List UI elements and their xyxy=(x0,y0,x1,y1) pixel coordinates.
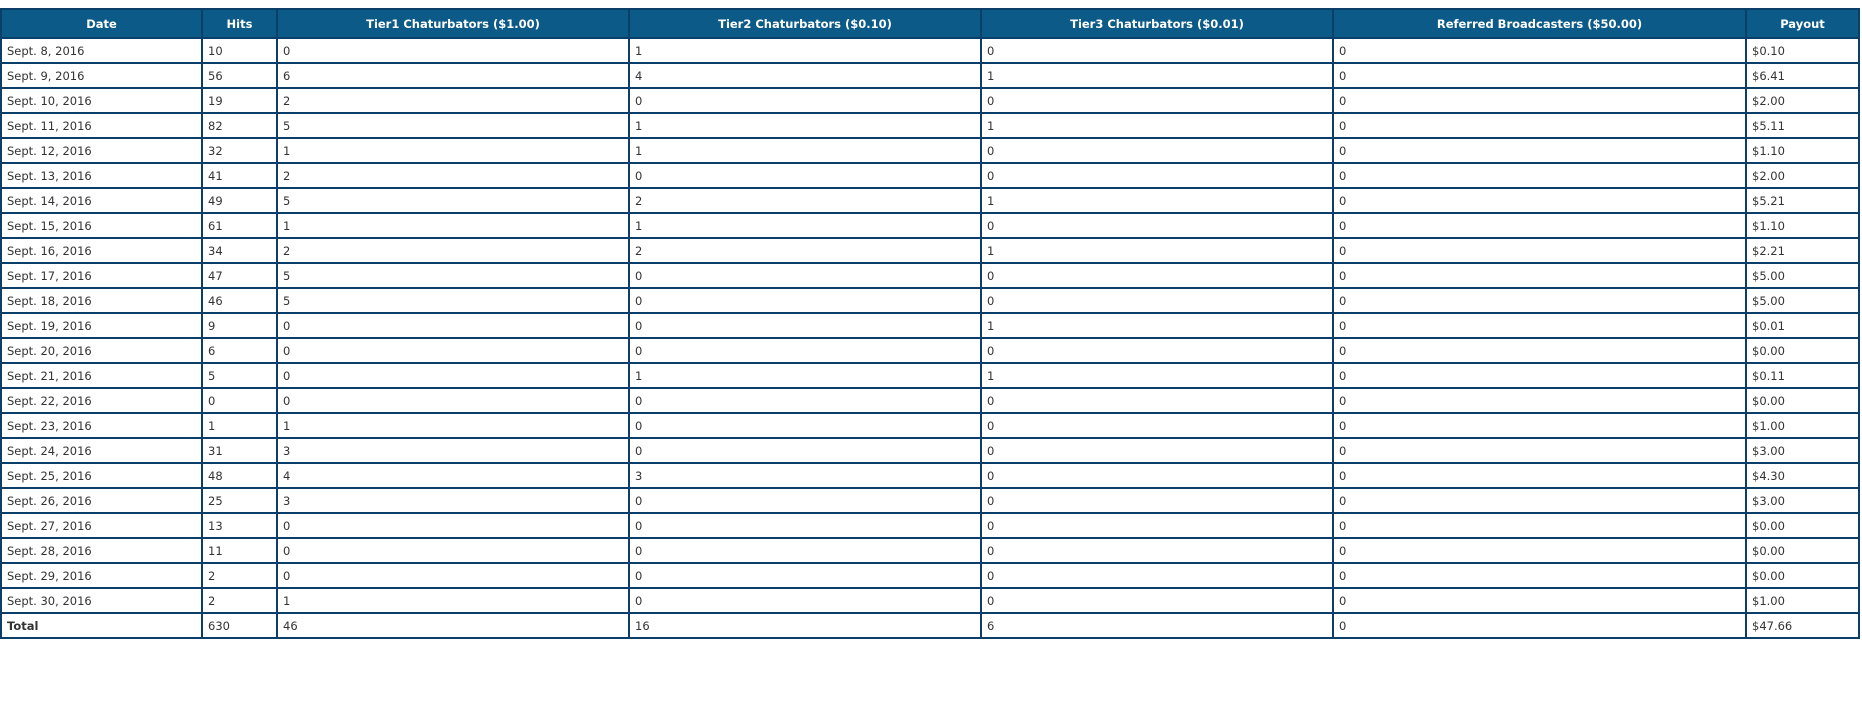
table-row xyxy=(1,363,1859,388)
cell-referred: 0 xyxy=(1333,588,1746,613)
cell-payout: $0.00 xyxy=(1746,538,1859,563)
table-row xyxy=(1,438,1859,463)
cell-date: Sept. 25, 2016 xyxy=(1,463,202,488)
cell-date: Sept. 15, 2016 xyxy=(1,213,202,238)
cell-payout: $6.41 xyxy=(1746,63,1859,88)
cell-payout: $3.00 xyxy=(1746,438,1859,463)
cell-date: Sept. 19, 2016 xyxy=(1,313,202,338)
cell-payout: $47.66 xyxy=(1746,613,1859,638)
cell-tier3: 0 xyxy=(981,513,1333,538)
cell-hits: 13 xyxy=(202,513,277,538)
cell-tier1: 6 xyxy=(277,63,629,88)
cell-date: Sept. 29, 2016 xyxy=(1,563,202,588)
table-row xyxy=(1,463,1859,488)
table-row xyxy=(1,538,1859,563)
table-row xyxy=(1,38,1859,63)
table-body xyxy=(1,38,1859,638)
cell-tier3: 1 xyxy=(981,188,1333,213)
cell-payout: $5.11 xyxy=(1746,113,1859,138)
cell-tier1: 1 xyxy=(277,213,629,238)
table-row xyxy=(1,313,1859,338)
cell-tier2: 0 xyxy=(629,438,981,463)
cell-tier2: 0 xyxy=(629,338,981,363)
cell-payout: $2.21 xyxy=(1746,238,1859,263)
cell-hits: 0 xyxy=(202,388,277,413)
cell-tier2: 1 xyxy=(629,363,981,388)
cell-tier3: 0 xyxy=(981,263,1333,288)
stats-table xyxy=(0,8,1860,639)
cell-payout: $0.01 xyxy=(1746,313,1859,338)
table-row xyxy=(1,338,1859,363)
cell-payout: $1.00 xyxy=(1746,413,1859,438)
cell-tier3: 0 xyxy=(981,288,1333,313)
cell-referred: 0 xyxy=(1333,513,1746,538)
table-row xyxy=(1,113,1859,138)
table-row xyxy=(1,513,1859,538)
cell-date: Sept. 12, 2016 xyxy=(1,138,202,163)
cell-tier2: 16 xyxy=(629,613,981,638)
table-row xyxy=(1,263,1859,288)
table-row xyxy=(1,88,1859,113)
cell-payout: $0.00 xyxy=(1746,338,1859,363)
cell-date: Sept. 22, 2016 xyxy=(1,388,202,413)
cell-tier1: 5 xyxy=(277,288,629,313)
cell-payout: $0.10 xyxy=(1746,38,1859,63)
cell-referred: 0 xyxy=(1333,338,1746,363)
cell-hits: 61 xyxy=(202,213,277,238)
cell-tier2: 1 xyxy=(629,113,981,138)
cell-tier1: 2 xyxy=(277,238,629,263)
header-date: Date xyxy=(1,9,202,38)
cell-tier1: 1 xyxy=(277,413,629,438)
cell-tier3: 1 xyxy=(981,313,1333,338)
cell-hits: 49 xyxy=(202,188,277,213)
cell-hits: 630 xyxy=(202,613,277,638)
cell-tier3: 0 xyxy=(981,388,1333,413)
cell-referred: 0 xyxy=(1333,438,1746,463)
cell-payout: $2.00 xyxy=(1746,88,1859,113)
cell-hits: 25 xyxy=(202,488,277,513)
cell-referred: 0 xyxy=(1333,88,1746,113)
cell-payout: $2.00 xyxy=(1746,163,1859,188)
cell-date: Total xyxy=(1,613,202,638)
cell-payout: $5.00 xyxy=(1746,263,1859,288)
cell-tier3: 0 xyxy=(981,213,1333,238)
cell-hits: 32 xyxy=(202,138,277,163)
cell-tier1: 3 xyxy=(277,488,629,513)
cell-referred: 0 xyxy=(1333,238,1746,263)
table-row xyxy=(1,138,1859,163)
table-row xyxy=(1,488,1859,513)
header-tier1: Tier1 Chaturbators ($1.00) xyxy=(277,9,629,38)
cell-date: Sept. 9, 2016 xyxy=(1,63,202,88)
table-row xyxy=(1,163,1859,188)
cell-tier3: 0 xyxy=(981,488,1333,513)
cell-referred: 0 xyxy=(1333,313,1746,338)
cell-referred: 0 xyxy=(1333,63,1746,88)
cell-tier3: 1 xyxy=(981,63,1333,88)
cell-tier3: 0 xyxy=(981,338,1333,363)
cell-date: Sept. 8, 2016 xyxy=(1,38,202,63)
cell-referred: 0 xyxy=(1333,388,1746,413)
cell-tier2: 2 xyxy=(629,238,981,263)
table-row xyxy=(1,213,1859,238)
table-row xyxy=(1,188,1859,213)
cell-payout: $5.00 xyxy=(1746,288,1859,313)
cell-referred: 0 xyxy=(1333,538,1746,563)
header-row xyxy=(1,9,1859,38)
cell-tier2: 2 xyxy=(629,188,981,213)
cell-hits: 19 xyxy=(202,88,277,113)
cell-tier3: 0 xyxy=(981,38,1333,63)
cell-tier1: 46 xyxy=(277,613,629,638)
cell-date: Sept. 17, 2016 xyxy=(1,263,202,288)
cell-tier1: 5 xyxy=(277,113,629,138)
cell-tier2: 0 xyxy=(629,163,981,188)
cell-hits: 2 xyxy=(202,563,277,588)
cell-hits: 46 xyxy=(202,288,277,313)
table-row xyxy=(1,413,1859,438)
cell-tier2: 0 xyxy=(629,288,981,313)
cell-tier1: 4 xyxy=(277,463,629,488)
cell-referred: 0 xyxy=(1333,288,1746,313)
cell-payout: $0.00 xyxy=(1746,388,1859,413)
cell-tier2: 0 xyxy=(629,263,981,288)
cell-tier3: 0 xyxy=(981,138,1333,163)
cell-referred: 0 xyxy=(1333,138,1746,163)
cell-tier3: 0 xyxy=(981,463,1333,488)
cell-tier1: 0 xyxy=(277,313,629,338)
cell-payout: $3.00 xyxy=(1746,488,1859,513)
cell-referred: 0 xyxy=(1333,563,1746,588)
cell-tier3: 1 xyxy=(981,363,1333,388)
cell-referred: 0 xyxy=(1333,363,1746,388)
table-row xyxy=(1,288,1859,313)
cell-date: Sept. 13, 2016 xyxy=(1,163,202,188)
cell-date: Sept. 16, 2016 xyxy=(1,238,202,263)
cell-tier3: 0 xyxy=(981,538,1333,563)
cell-hits: 5 xyxy=(202,363,277,388)
cell-hits: 6 xyxy=(202,338,277,363)
cell-hits: 1 xyxy=(202,413,277,438)
cell-hits: 9 xyxy=(202,313,277,338)
cell-tier1: 5 xyxy=(277,188,629,213)
cell-hits: 10 xyxy=(202,38,277,63)
cell-date: Sept. 20, 2016 xyxy=(1,338,202,363)
cell-date: Sept. 14, 2016 xyxy=(1,188,202,213)
cell-tier2: 1 xyxy=(629,213,981,238)
cell-date: Sept. 11, 2016 xyxy=(1,113,202,138)
cell-hits: 48 xyxy=(202,463,277,488)
cell-payout: $0.00 xyxy=(1746,513,1859,538)
table-row xyxy=(1,238,1859,263)
cell-payout: $0.11 xyxy=(1746,363,1859,388)
cell-tier1: 5 xyxy=(277,263,629,288)
table-row xyxy=(1,563,1859,588)
cell-payout: $1.10 xyxy=(1746,138,1859,163)
table-row xyxy=(1,63,1859,88)
cell-payout: $4.30 xyxy=(1746,463,1859,488)
cell-tier3: 0 xyxy=(981,563,1333,588)
cell-tier2: 0 xyxy=(629,488,981,513)
cell-tier3: 0 xyxy=(981,163,1333,188)
cell-tier2: 0 xyxy=(629,388,981,413)
cell-date: Sept. 24, 2016 xyxy=(1,438,202,463)
cell-referred: 0 xyxy=(1333,413,1746,438)
cell-tier2: 1 xyxy=(629,138,981,163)
cell-referred: 0 xyxy=(1333,113,1746,138)
cell-tier2: 4 xyxy=(629,63,981,88)
cell-tier1: 0 xyxy=(277,38,629,63)
cell-tier2: 0 xyxy=(629,513,981,538)
cell-hits: 56 xyxy=(202,63,277,88)
cell-date: Sept. 18, 2016 xyxy=(1,288,202,313)
total-row xyxy=(1,613,1859,638)
header-payout: Payout xyxy=(1746,9,1859,38)
cell-hits: 41 xyxy=(202,163,277,188)
cell-hits: 47 xyxy=(202,263,277,288)
cell-tier1: 0 xyxy=(277,388,629,413)
cell-tier3: 0 xyxy=(981,413,1333,438)
cell-tier2: 0 xyxy=(629,563,981,588)
cell-date: Sept. 10, 2016 xyxy=(1,88,202,113)
table-row xyxy=(1,588,1859,613)
cell-tier2: 0 xyxy=(629,313,981,338)
cell-date: Sept. 26, 2016 xyxy=(1,488,202,513)
cell-tier1: 3 xyxy=(277,438,629,463)
cell-tier2: 1 xyxy=(629,38,981,63)
cell-tier3: 1 xyxy=(981,238,1333,263)
cell-tier3: 0 xyxy=(981,438,1333,463)
cell-date: Sept. 28, 2016 xyxy=(1,538,202,563)
cell-date: Sept. 23, 2016 xyxy=(1,413,202,438)
cell-tier1: 0 xyxy=(277,538,629,563)
cell-tier2: 0 xyxy=(629,413,981,438)
table-row xyxy=(1,388,1859,413)
cell-payout: $1.00 xyxy=(1746,588,1859,613)
cell-referred: 0 xyxy=(1333,38,1746,63)
cell-referred: 0 xyxy=(1333,263,1746,288)
header-referred-broadcasters: Referred Broadcasters ($50.00) xyxy=(1333,9,1746,38)
cell-referred: 0 xyxy=(1333,163,1746,188)
cell-payout: $5.21 xyxy=(1746,188,1859,213)
cell-referred: 0 xyxy=(1333,613,1746,638)
cell-tier2: 0 xyxy=(629,588,981,613)
cell-hits: 31 xyxy=(202,438,277,463)
cell-tier3: 0 xyxy=(981,88,1333,113)
cell-tier2: 0 xyxy=(629,88,981,113)
cell-tier3: 1 xyxy=(981,113,1333,138)
cell-date: Sept. 21, 2016 xyxy=(1,363,202,388)
header-tier3: Tier3 Chaturbators ($0.01) xyxy=(981,9,1333,38)
cell-hits: 34 xyxy=(202,238,277,263)
cell-hits: 2 xyxy=(202,588,277,613)
cell-payout: $0.00 xyxy=(1746,563,1859,588)
cell-tier1: 2 xyxy=(277,163,629,188)
cell-tier1: 0 xyxy=(277,338,629,363)
cell-hits: 11 xyxy=(202,538,277,563)
header-hits: Hits xyxy=(202,9,277,38)
cell-tier3: 0 xyxy=(981,588,1333,613)
cell-referred: 0 xyxy=(1333,188,1746,213)
cell-hits: 82 xyxy=(202,113,277,138)
cell-tier1: 0 xyxy=(277,563,629,588)
cell-tier2: 0 xyxy=(629,538,981,563)
cell-tier1: 0 xyxy=(277,513,629,538)
cell-payout: $1.10 xyxy=(1746,213,1859,238)
cell-tier3: 6 xyxy=(981,613,1333,638)
cell-referred: 0 xyxy=(1333,488,1746,513)
cell-referred: 0 xyxy=(1333,213,1746,238)
cell-date: Sept. 30, 2016 xyxy=(1,588,202,613)
cell-tier2: 3 xyxy=(629,463,981,488)
header-tier2: Tier2 Chaturbators ($0.10) xyxy=(629,9,981,38)
cell-tier1: 0 xyxy=(277,363,629,388)
cell-date: Sept. 27, 2016 xyxy=(1,513,202,538)
cell-tier1: 2 xyxy=(277,88,629,113)
cell-tier1: 1 xyxy=(277,138,629,163)
cell-tier1: 1 xyxy=(277,588,629,613)
cell-referred: 0 xyxy=(1333,463,1746,488)
